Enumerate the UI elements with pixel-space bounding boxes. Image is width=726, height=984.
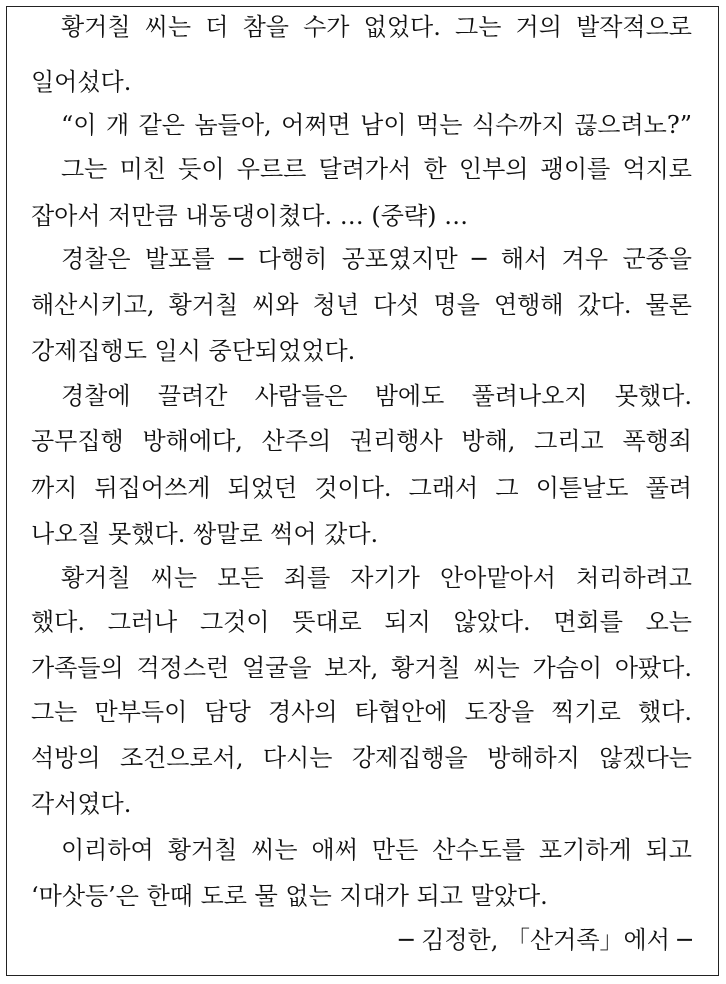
source-citation: ─ 김정한, 「산거족」에서 ─ bbox=[399, 926, 692, 954]
passage-line: 가족들의 걱정스런 얼굴을 보자, 황거칠 씨는 가슴이 아팠다. bbox=[31, 654, 692, 682]
passage-line: 경찰은 발포를 ─ 다행히 공포였지만 ─ 해서 겨우 군중을 bbox=[61, 245, 692, 273]
passage-line: 그는 만부득이 담당 경사의 타협안에 도장을 찍기로 했다. bbox=[31, 698, 692, 726]
passage-line: 강제집행도 일시 중단되었었다. bbox=[31, 337, 356, 365]
passage-line: ‘마삿등’은 한때 도로 물 없는 지대가 되고 말았다. bbox=[31, 882, 548, 910]
passage-line: 각서였다. bbox=[31, 790, 132, 818]
passage-line: 이리하여 황거칠 씨는 애써 만든 산수도를 포기하게 되고 bbox=[61, 836, 692, 864]
passage-line: 황거칠 씨는 모든 죄를 자기가 안아맡아서 처리하려고 bbox=[61, 564, 692, 592]
passage-line: 했다. 그러나 그것이 뜻대로 되지 않았다. 면회를 오는 bbox=[31, 608, 692, 636]
passage-line: 해산시키고, 황거칠 씨와 청년 다섯 명을 연행해 갔다. 물론 bbox=[31, 291, 692, 319]
passage-line: 경찰에 끌려간 사람들은 밤에도 풀려나오지 못했다. bbox=[61, 382, 692, 410]
passage-line: 그는 미친 듯이 우르르 달려가서 한 인부의 괭이를 억지로 bbox=[61, 155, 692, 183]
passage-line: 나오질 못했다. 쌍말로 썩어 갔다. bbox=[31, 520, 379, 548]
passage-box bbox=[6, 6, 719, 976]
passage-line: 석방의 조건으로서, 다시는 강제집행을 방해하지 않겠다는 bbox=[31, 744, 692, 772]
passage-line: 일어섰다. bbox=[31, 68, 132, 96]
passage-line: 황거칠 씨는 더 참을 수가 없었다. 그는 거의 발작적으로 bbox=[61, 13, 692, 41]
passage-line: 공무집행 방해에다, 산주의 권리행사 방해, 그리고 폭행죄 bbox=[31, 427, 692, 455]
passage-line: 까지 뒤집어쓰게 되었던 것이다. 그래서 그 이튿날도 풀려 bbox=[31, 474, 692, 502]
passage-line: “이 개 같은 놈들아, 어쩌면 남이 먹는 식수까지 끊으려노?” bbox=[61, 111, 692, 139]
passage-line: 잡아서 저만큼 내동댕이쳤다. … (중략) … bbox=[31, 202, 469, 230]
